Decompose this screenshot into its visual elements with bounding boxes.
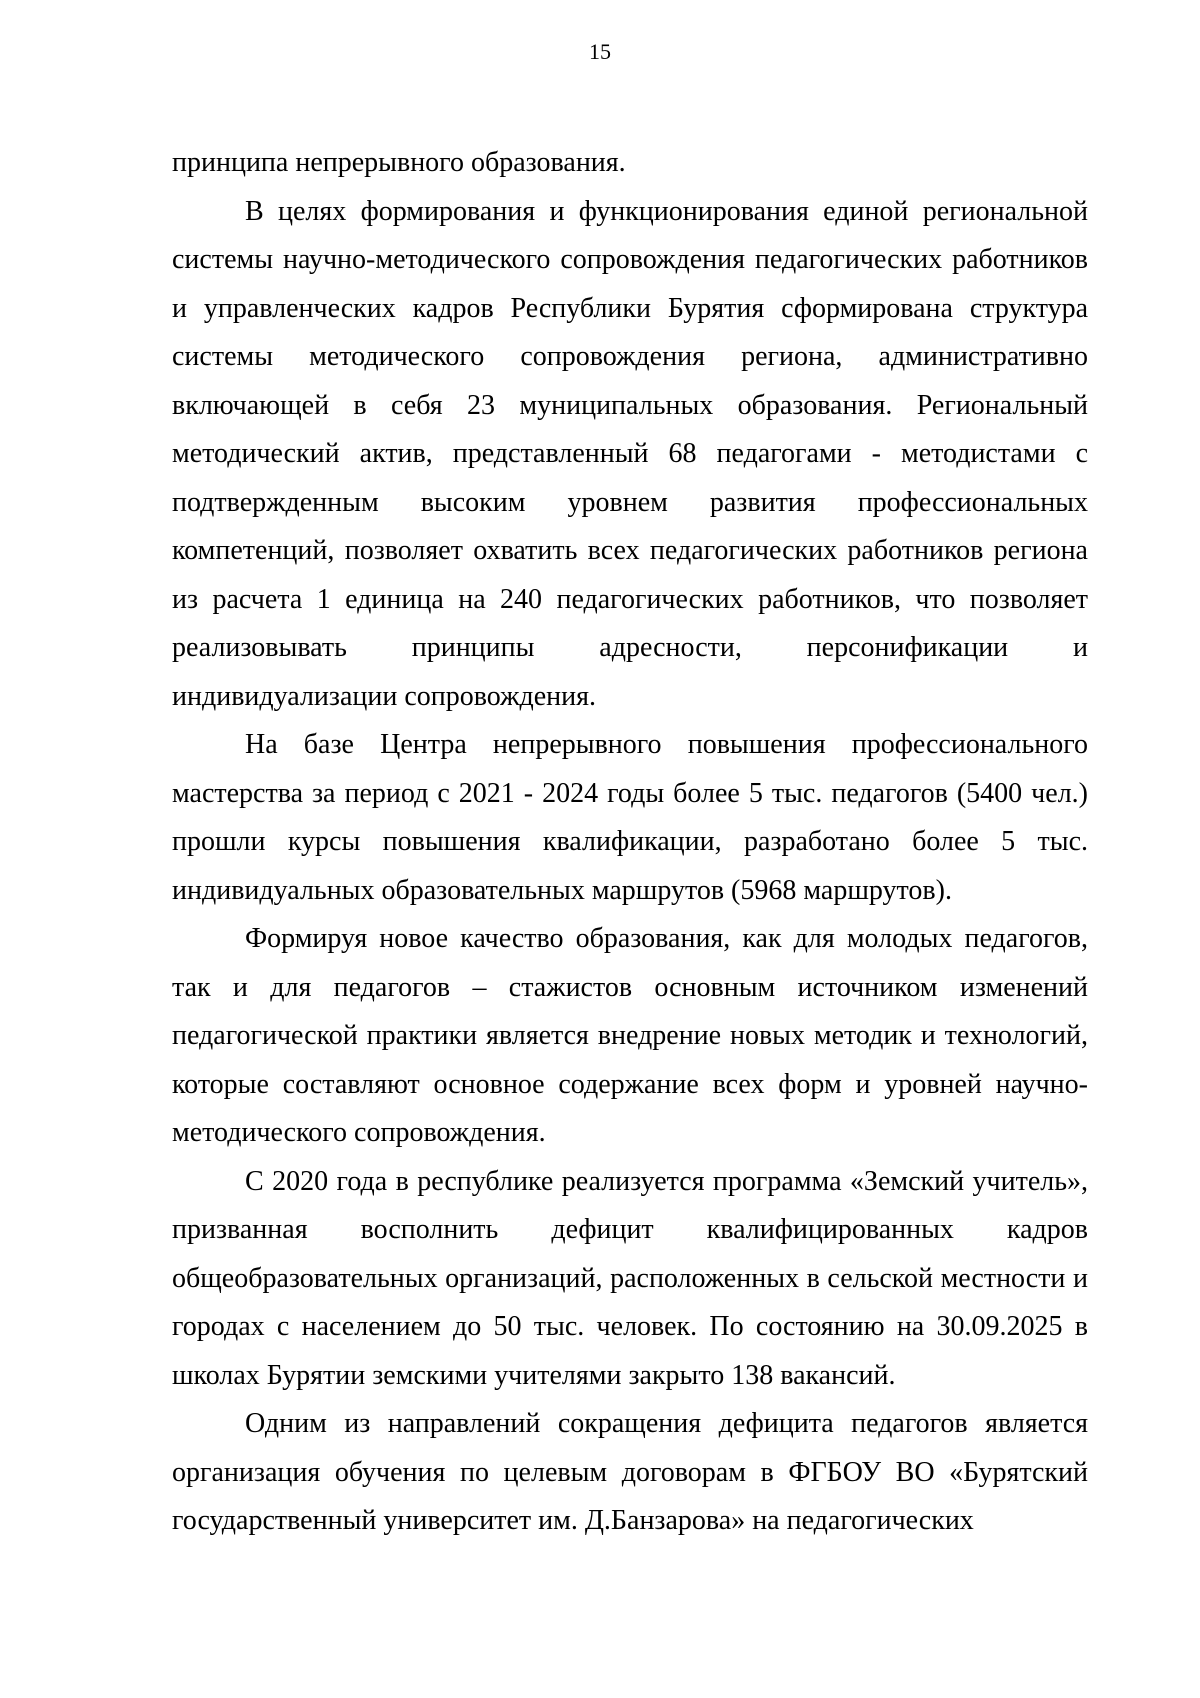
page-number: 15 [589, 39, 611, 64]
paragraph-targeted-training: Одним из направлений сокращения дефицита педагогов является организация обучения по целевым договорам в ФГБОУ ВО «Бурятский государственный университет им. Д.Банзарова» на педагогических [172, 1408, 1088, 1536]
paragraph-new-methods: Формируя новое качество образования, как для молодых педагогов, так и для педагогов – стажистов основным источником изменений педагогической практики является внедрение новых методик и технологий, которые составляют основное содержание всех форм и уровней научно-методического сопровождения. [172, 923, 1088, 1148]
paragraph-professional-development-center: На базе Центра непрерывного повышения профессионального мастерства за период с 2021 - 2024 годы более 5 тыс. педагогов (5400 чел.) прошли курсы повышения квалификации, разработано более 5 тыс. индивидуальных образовательных маршрутов (5968 маршрутов). [172, 729, 1088, 906]
paragraph-zemsky-teacher: С 2020 года в республике реализуется программа «Земский учитель», призванная восполнить дефицит квалифицированных кадров общеобразовательных организаций, расположенных в сельской местности и городах с населением до 50 тыс. человек. По состоянию на 30.09.2025 в школах Бурятии земскими учителями закрыто 138 вакансий. [172, 1165, 1088, 1391]
document-body [172, 139, 1088, 1546]
paragraph-continuation: принципа непрерывного образования. [172, 147, 626, 178]
paragraph-methodical-support-system: В целях формирования и функционирования единой региональной системы научно-методического сопровождения педагогических работников и управленческих кадров Республики Бурятия сформирована структура системы методического сопровождения региона, административно включающей в себя 23 муниципальных образования. Региональный методический актив, представленный 68 педагогами - методистами с подтвержденным высоким уровнем развития профессиональных компетенций, позволяет охватить всех педагогических работников региона из расчета 1 единица на 240 педагогических работников, что позволяет реализовывать принципы адресности, персонификации и индивидуализации сопровождения. [172, 195, 1088, 712]
